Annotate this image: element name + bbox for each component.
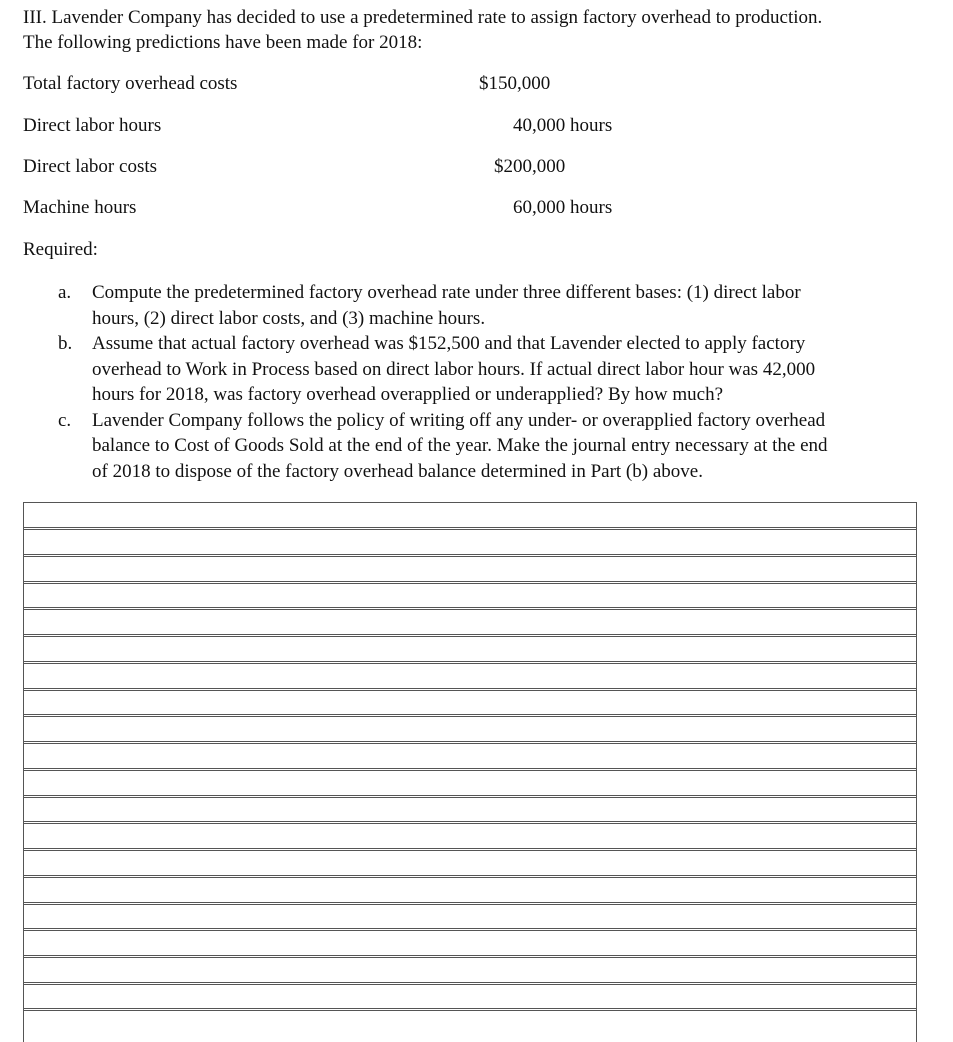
prediction-row-machine-hours (23, 196, 823, 220)
answer-line (24, 661, 916, 664)
question-marker: a. (58, 282, 72, 303)
question-line: overhead to Work in Process based on direct labor hours. If actual direct labor hour was 42,000 (92, 358, 816, 380)
question-list (23, 280, 923, 484)
prediction-row-overhead (23, 72, 823, 96)
answer-line (24, 795, 916, 798)
answer-line (24, 527, 916, 530)
question-c (23, 408, 923, 485)
answer-line (24, 688, 916, 691)
answer-line (24, 714, 916, 717)
answer-line (24, 902, 916, 905)
prediction-value: $150,000 (479, 73, 551, 94)
question-line: balance to Cost of Goods Sold at the end of the year. Make the journal entry necessary at the end (92, 435, 828, 456)
answer-line (24, 581, 916, 584)
question-a (23, 280, 923, 331)
answer-line (24, 768, 916, 771)
prediction-row-labor-hours (23, 114, 823, 138)
problem-intro (23, 5, 933, 55)
answer-line (24, 875, 916, 878)
answer-area[interactable] (23, 502, 917, 1042)
answer-line (24, 1008, 916, 1011)
question-line: Assume that actual factory overhead was $152,500 and that Lavender elected to apply factory (92, 333, 806, 354)
answer-line (24, 928, 916, 931)
prediction-label: Direct labor costs (23, 156, 158, 177)
question-line: Compute the predetermined factory overhead rate under three different bases: (1) direct labor (92, 282, 801, 303)
question-line: hours, (2) direct labor costs, and (3) machine hours. (92, 307, 486, 329)
prediction-value: 60,000 hours (513, 197, 613, 218)
intro-line-2: The following predictions have been made for 2018: (23, 32, 423, 53)
prediction-row-labor-costs (23, 155, 823, 179)
question-line: hours for 2018, was factory overhead overapplied or underapplied? By how much? (92, 384, 724, 405)
prediction-label: Total factory overhead costs (23, 73, 238, 94)
prediction-label: Machine hours (23, 197, 137, 218)
question-marker: b. (58, 333, 73, 354)
question-line: Lavender Company follows the policy of writing off any under- or overapplied factory overhead (92, 409, 826, 431)
answer-line (24, 848, 916, 851)
answer-line (24, 554, 916, 557)
prediction-label: Direct labor hours (23, 115, 162, 136)
answer-line (24, 982, 916, 985)
prediction-value: 40,000 hours (513, 115, 613, 136)
question-b (23, 331, 923, 408)
answer-line (24, 821, 916, 824)
required-heading: Required: (23, 239, 98, 260)
answer-line (24, 955, 916, 958)
answer-line (24, 741, 916, 744)
intro-line-1: III. Lavender Company has decided to use a predetermined rate to assign factory overhead to production. (23, 7, 823, 28)
question-marker: c. (58, 409, 72, 431)
prediction-value: $200,000 (494, 156, 566, 177)
answer-line (24, 607, 916, 610)
question-line: of 2018 to dispose of the factory overhead balance determined in Part (b) above. (92, 460, 703, 482)
answer-line (24, 634, 916, 637)
